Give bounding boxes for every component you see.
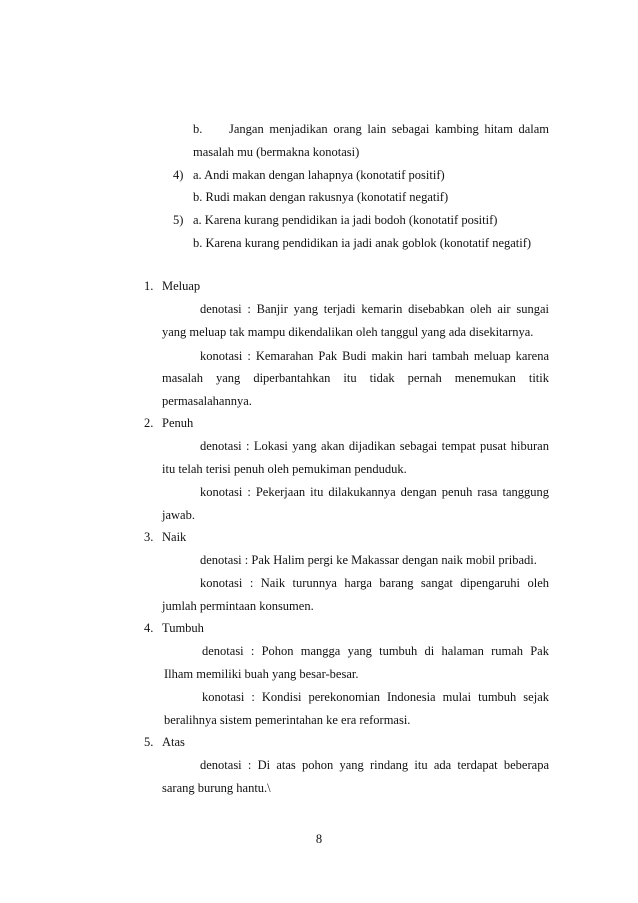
entry-word: Atas (162, 735, 185, 749)
list-marker: b. (193, 122, 203, 136)
entry-word: Meluap (162, 279, 201, 293)
connotation-line: konotasi : Naik turunnya harga barang sangat dipengaruhi oleh (200, 577, 549, 590)
denotation-line: denotasi : Pak Halim pergi ke Makassar dengan naik mobil pribadi. (200, 553, 537, 567)
list-item-text: a. Karena kurang pendidikan ia jadi bodoh (konotatif positif) (193, 213, 498, 227)
denotation-line: denotasi : Banjir yang terjadi kemarin disebabkan oleh air sungai (200, 303, 549, 316)
denotation-line: denotasi : Di atas pohon yang rindang itu ada terdapat beberapa (200, 759, 549, 772)
list-item-text: b. Rudi makan dengan rakusnya (konotatif negatif) (193, 190, 449, 204)
list-marker: 5) (173, 213, 184, 227)
denotation-line: Ilham memiliki buah yang besar-besar. (164, 667, 359, 681)
list-item-text: a. Andi makan dengan lahapnya (konotatif positif) (193, 168, 445, 182)
list-item-text: Jangan menjadikan orang lain sebagai kambing hitam dalam (229, 123, 549, 136)
connotation-line: permasalahannya. (162, 394, 252, 408)
connotation-line: jawab. (162, 508, 195, 522)
entry-number: 4. (144, 621, 154, 635)
denotation-line: yang meluap tak mampu dikendalikan oleh tanggul yang ada disekitarnya. (162, 325, 534, 339)
entry-number: 1. (144, 279, 154, 293)
list-item-text: masalah mu (bermakna konotasi) (193, 145, 360, 159)
entry-word: Tumbuh (162, 621, 204, 635)
denotation-line: denotasi : Lokasi yang akan dijadikan sebagai tempat pusat hiburan (200, 440, 549, 453)
denotation-line: itu telah terisi penuh oleh pemukiman penduduk. (162, 462, 407, 476)
connotation-line: jumlah permintaan konsumen. (162, 599, 314, 613)
entry-number: 2. (144, 416, 154, 430)
list-item-text: b. Karena kurang pendidikan ia jadi anak goblok (konotatif negatif) (193, 236, 532, 250)
entry-word: Penuh (162, 416, 194, 430)
entry-word: Naik (162, 530, 187, 544)
connotation-line: konotasi : Kemarahan Pak Budi makin hari tambah meluap karena (200, 350, 549, 363)
list-marker: 4) (173, 168, 184, 182)
denotation-line: denotasi : Pohon mangga yang tumbuh di halaman rumah Pak (202, 645, 549, 658)
connotation-line: masalah yang diperbantahkan itu tidak pernah menemukan titik (162, 372, 549, 385)
connotation-line: konotasi : Pekerjaan itu dilakukannya dengan penuh rasa tanggung (200, 486, 549, 499)
connotation-line: beralihnya sistem pemerintahan ke era reformasi. (164, 713, 411, 727)
entry-number: 3. (144, 530, 154, 544)
entry-number: 5. (144, 735, 154, 749)
denotation-line: sarang burung hantu.\ (162, 781, 271, 795)
connotation-line: konotasi : Kondisi perekonomian Indonesia mulai tumbuh sejak (202, 691, 549, 704)
page-number: 8 (315, 832, 323, 846)
